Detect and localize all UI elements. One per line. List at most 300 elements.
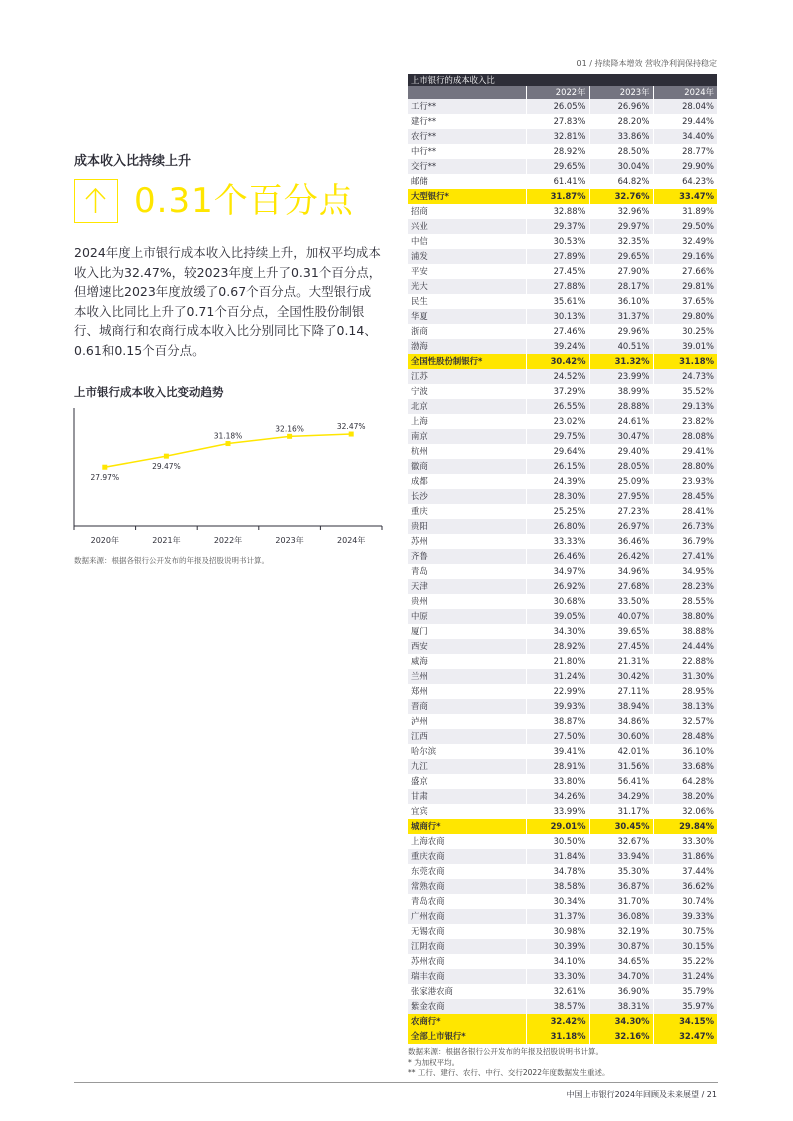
bank-name-cell: 建行**: [408, 114, 526, 129]
ratio-cell: 28.92%: [526, 639, 589, 654]
ratio-cell: 56.41%: [589, 774, 653, 789]
ratio-cell: 33.99%: [526, 804, 589, 819]
x-tick-label: 2023年: [275, 536, 304, 545]
ratio-cell: 31.70%: [589, 894, 653, 909]
ratio-cell: 31.89%: [653, 204, 717, 219]
table-row: [408, 654, 717, 669]
ratio-cell: 31.24%: [653, 969, 717, 984]
ratio-cell: 32.88%: [526, 204, 589, 219]
bank-name-cell: 中原: [408, 609, 526, 624]
table-row: [408, 759, 717, 774]
ratio-cell: 28.91%: [526, 759, 589, 774]
x-tick-label: 2024年: [337, 536, 366, 545]
ratio-cell: 30.47%: [589, 429, 653, 444]
section-title: 成本收入比持续上升: [74, 154, 192, 169]
ratio-cell: 31.37%: [589, 309, 653, 324]
ratio-cell: 27.50%: [526, 729, 589, 744]
data-point: [287, 434, 292, 439]
ratio-cell: 26.55%: [526, 399, 589, 414]
bank-name-cell: 徽商: [408, 459, 526, 474]
data-point: [102, 465, 107, 470]
bank-name-cell: 西安: [408, 639, 526, 654]
table-row: [408, 789, 717, 804]
ratio-cell: 24.39%: [526, 474, 589, 489]
ratio-cell: 40.07%: [589, 609, 653, 624]
bank-name-cell: 光大: [408, 279, 526, 294]
ratio-cell: 33.50%: [589, 594, 653, 609]
bank-name-cell: 上海: [408, 414, 526, 429]
ratio-cell: 38.58%: [526, 879, 589, 894]
ratio-cell: 29.65%: [526, 159, 589, 174]
table-row: [408, 444, 717, 459]
bank-name-cell: 宁波: [408, 384, 526, 399]
table-row: [408, 549, 717, 564]
bank-name-cell: 招商: [408, 204, 526, 219]
ratio-cell: 30.15%: [653, 939, 717, 954]
table-row: [408, 909, 717, 924]
table-row: [408, 144, 717, 159]
table-row: [408, 639, 717, 654]
table-row-aggregate: [408, 1014, 717, 1029]
ratio-cell: 30.75%: [653, 924, 717, 939]
ratio-cell: 32.67%: [589, 834, 653, 849]
bank-name-cell: 渤海: [408, 339, 526, 354]
trend-line-chart: [60, 400, 390, 550]
note-line: ** 工行、建行、农行、中行、交行2022年度数据发生重述。: [408, 1068, 610, 1077]
table-row: [408, 834, 717, 849]
table-row: [408, 879, 717, 894]
ratio-cell: 32.19%: [589, 924, 653, 939]
table-row: [408, 849, 717, 864]
bank-name-cell: 民生: [408, 294, 526, 309]
table-row: [408, 714, 717, 729]
ratio-cell: 34.86%: [589, 714, 653, 729]
ratio-cell: 35.61%: [526, 294, 589, 309]
ratio-cell: 29.75%: [526, 429, 589, 444]
ratio-cell: 29.13%: [653, 399, 717, 414]
table-row: [408, 129, 717, 144]
table-row: [408, 414, 717, 429]
ratio-cell: 38.80%: [653, 609, 717, 624]
note-line: * 为加权平均。: [408, 1057, 460, 1067]
table-row: [408, 504, 717, 519]
bank-name-cell: 北京: [408, 399, 526, 414]
table-row-aggregate: [408, 354, 717, 369]
table-row-aggregate: [408, 819, 717, 834]
bank-name-cell: 晋商: [408, 699, 526, 714]
bank-name-cell: 苏州农商: [408, 954, 526, 969]
table-row: [408, 564, 717, 579]
table-row: [408, 309, 717, 324]
ratio-cell: 33.68%: [653, 759, 717, 774]
bank-name-cell: 工行**: [408, 99, 526, 114]
x-tick-label: 2021年: [152, 536, 181, 545]
bank-name-cell: 威海: [408, 654, 526, 669]
ratio-cell: 28.55%: [653, 594, 717, 609]
bank-name-cell: 农商行*: [408, 1014, 526, 1029]
ratio-cell: 28.50%: [589, 144, 653, 159]
data-label: 27.97%: [90, 473, 120, 483]
ratio-cell: 35.22%: [653, 954, 717, 969]
ratio-cell: 32.42%: [526, 1014, 589, 1029]
ratio-cell: 64.23%: [653, 174, 717, 189]
ratio-cell: 32.96%: [589, 204, 653, 219]
table-row: [408, 234, 717, 249]
ratio-cell: 26.73%: [653, 519, 717, 534]
bank-name-cell: 大型银行*: [408, 189, 526, 204]
ratio-cell: 28.05%: [589, 459, 653, 474]
chart-source-note: 数据来源：根据各银行公开发布的年报及招股说明书计算。: [74, 556, 269, 565]
ratio-cell: 27.83%: [526, 114, 589, 129]
ratio-cell: 31.56%: [589, 759, 653, 774]
ratio-cell: 30.25%: [653, 324, 717, 339]
ratio-cell: 28.04%: [653, 99, 717, 114]
ratio-cell: 29.16%: [653, 249, 717, 264]
ratio-cell: 29.64%: [526, 444, 589, 459]
ratio-cell: 30.60%: [589, 729, 653, 744]
table-row: [408, 699, 717, 714]
ratio-cell: 27.89%: [526, 249, 589, 264]
ratio-cell: 33.80%: [526, 774, 589, 789]
ratio-cell: 24.61%: [589, 414, 653, 429]
table-row: [408, 624, 717, 639]
table-row: [408, 609, 717, 624]
ratio-cell: 39.01%: [653, 339, 717, 354]
bank-name-cell: 厦门: [408, 624, 526, 639]
ratio-cell: 34.96%: [589, 564, 653, 579]
bank-name-cell: 江西: [408, 729, 526, 744]
ratio-cell: 26.97%: [589, 519, 653, 534]
ratio-cell: 28.77%: [653, 144, 717, 159]
ratio-cell: 27.45%: [526, 264, 589, 279]
table-row: [408, 204, 717, 219]
ratio-cell: 29.96%: [589, 324, 653, 339]
ratio-cell: 21.80%: [526, 654, 589, 669]
ratio-cell: 33.86%: [589, 129, 653, 144]
bank-name-cell: 宜宾: [408, 804, 526, 819]
ratio-cell: 27.41%: [653, 549, 717, 564]
bank-name-cell: 平安: [408, 264, 526, 279]
ratio-cell: 38.87%: [526, 714, 589, 729]
table-row: [408, 954, 717, 969]
x-tick-label: 2022年: [213, 536, 243, 545]
ratio-cell: 32.47%: [653, 1029, 717, 1044]
table-row: [408, 579, 717, 594]
ratio-cell: 24.52%: [526, 369, 589, 384]
ratio-cell: 36.10%: [589, 294, 653, 309]
ratio-cell: 39.93%: [526, 699, 589, 714]
table-row: [408, 324, 717, 339]
bank-name-cell: 青岛: [408, 564, 526, 579]
bank-name-cell: 重庆: [408, 504, 526, 519]
ratio-cell: 38.57%: [526, 999, 589, 1014]
table-row: [408, 984, 717, 999]
ratio-cell: 27.23%: [589, 504, 653, 519]
ratio-cell: 36.62%: [653, 879, 717, 894]
ratio-cell: 40.51%: [589, 339, 653, 354]
ratio-cell: 38.94%: [589, 699, 653, 714]
data-label: 32.16%: [275, 424, 304, 434]
ratio-cell: 35.30%: [589, 864, 653, 879]
bank-name-cell: 农行**: [408, 129, 526, 144]
ratio-cell: 37.29%: [526, 384, 589, 399]
bank-name-cell: 常熟农商: [408, 879, 526, 894]
bank-name-cell: 浙商: [408, 324, 526, 339]
ratio-cell: 32.76%: [589, 189, 653, 204]
ratio-cell: 28.88%: [589, 399, 653, 414]
table-body: [408, 99, 717, 1044]
bank-name-cell: 全部上市银行*: [408, 1029, 526, 1044]
ratio-cell: 27.66%: [653, 264, 717, 279]
ratio-cell: 28.23%: [653, 579, 717, 594]
ratio-cell: 38.31%: [589, 999, 653, 1014]
bank-name-cell: 九江: [408, 759, 526, 774]
bank-name-cell: 中信: [408, 234, 526, 249]
bank-name-cell: 兰州: [408, 669, 526, 684]
table-row: [408, 924, 717, 939]
ratio-cell: 31.17%: [589, 804, 653, 819]
ratio-cell: 30.74%: [653, 894, 717, 909]
ratio-cell: 29.81%: [653, 279, 717, 294]
bank-name-cell: 兴业: [408, 219, 526, 234]
table-row: [408, 459, 717, 474]
footer-divider: [74, 1082, 718, 1083]
bank-name-cell: 苏州: [408, 534, 526, 549]
ratio-cell: 31.18%: [653, 354, 717, 369]
table-row: [408, 774, 717, 789]
table-row: [408, 369, 717, 384]
ratio-cell: 34.78%: [526, 864, 589, 879]
table-row: [408, 474, 717, 489]
ratio-cell: 38.13%: [653, 699, 717, 714]
ratio-cell: 34.26%: [526, 789, 589, 804]
table-row: [408, 489, 717, 504]
ratio-cell: 27.11%: [589, 684, 653, 699]
bank-name-cell: 贵阳: [408, 519, 526, 534]
bank-name-cell: 南京: [408, 429, 526, 444]
ratio-cell: 30.42%: [526, 354, 589, 369]
column-header: [408, 86, 526, 99]
bank-name-cell: 城商行*: [408, 819, 526, 834]
body-paragraph: 2024年度上市银行成本收入比持续上升，加权平均成本收入比为32.47%，较2023年度上升了0.31个百分点，但增速比2023年度放缓了0.67个百分点。大型银行成本收入比同比上升了0.71个百分点，全国性股份制银行、城商行和农商行成本收入比分别同比下降了0.14、0.61和0.15个百分点。: [74, 245, 382, 358]
ratio-cell: 26.15%: [526, 459, 589, 474]
ratio-cell: 31.84%: [526, 849, 589, 864]
ratio-cell: 29.90%: [653, 159, 717, 174]
ratio-cell: 23.02%: [526, 414, 589, 429]
ratio-cell: 38.99%: [589, 384, 653, 399]
ratio-cell: 39.05%: [526, 609, 589, 624]
ratio-cell: 32.16%: [589, 1029, 653, 1044]
ratio-cell: 30.50%: [526, 834, 589, 849]
headline-stat: 0.31个百分点: [134, 181, 354, 221]
data-label: 31.18%: [213, 431, 243, 441]
ratio-cell: 28.80%: [653, 459, 717, 474]
ratio-cell: 30.87%: [589, 939, 653, 954]
table-row: [408, 114, 717, 129]
ratio-cell: 29.37%: [526, 219, 589, 234]
bank-name-cell: 张家港农商: [408, 984, 526, 999]
table-row: [408, 279, 717, 294]
ratio-cell: 30.68%: [526, 594, 589, 609]
ratio-cell: 28.08%: [653, 429, 717, 444]
ratio-cell: 33.30%: [653, 834, 717, 849]
table-row: [408, 684, 717, 699]
bank-name-cell: 杭州: [408, 444, 526, 459]
table-row: [408, 264, 717, 279]
ratio-cell: 32.81%: [526, 129, 589, 144]
table-row-aggregate: [408, 1029, 717, 1044]
ratio-cell: 28.48%: [653, 729, 717, 744]
bank-name-cell: 华夏: [408, 309, 526, 324]
bank-name-cell: 东莞农商: [408, 864, 526, 879]
ratio-cell: 31.24%: [526, 669, 589, 684]
ratio-cell: 34.40%: [653, 129, 717, 144]
ratio-cell: 22.88%: [653, 654, 717, 669]
ratio-cell: 26.42%: [589, 549, 653, 564]
ratio-cell: 27.88%: [526, 279, 589, 294]
bank-name-cell: 浦发: [408, 249, 526, 264]
table-row: [408, 339, 717, 354]
ratio-cell: 34.30%: [526, 624, 589, 639]
ratio-cell: 24.44%: [653, 639, 717, 654]
bank-name-cell: 齐鲁: [408, 549, 526, 564]
ratio-cell: 29.44%: [653, 114, 717, 129]
table-row: [408, 894, 717, 909]
ratio-cell: 37.65%: [653, 294, 717, 309]
table-row: [408, 294, 717, 309]
ratio-cell: 30.13%: [526, 309, 589, 324]
data-point: [349, 432, 354, 437]
ratio-cell: 21.31%: [589, 654, 653, 669]
table-row: [408, 174, 717, 189]
ratio-cell: 30.39%: [526, 939, 589, 954]
ratio-cell: 31.30%: [653, 669, 717, 684]
ratio-cell: 33.30%: [526, 969, 589, 984]
data-label: 32.47%: [336, 422, 366, 432]
up-arrow-svg: [75, 180, 116, 221]
ratio-cell: 32.49%: [653, 234, 717, 249]
ratio-cell: 28.17%: [589, 279, 653, 294]
table-row: [408, 159, 717, 174]
ratio-cell: 36.90%: [589, 984, 653, 999]
ratio-cell: 38.20%: [653, 789, 717, 804]
table-row: [408, 429, 717, 444]
note-line: 数据来源：根据各银行公开发布的年报及招股说明书计算。: [408, 1047, 603, 1056]
ratio-cell: 25.09%: [589, 474, 653, 489]
ratio-cell: 34.97%: [526, 564, 589, 579]
bank-name-cell: 郑州: [408, 684, 526, 699]
table-row: [408, 534, 717, 549]
ratio-cell: 30.45%: [589, 819, 653, 834]
ratio-cell: 36.46%: [589, 534, 653, 549]
ratio-cell: 28.45%: [653, 489, 717, 504]
bank-name-cell: 泸州: [408, 714, 526, 729]
ratio-cell: 26.46%: [526, 549, 589, 564]
ratio-cell: 28.95%: [653, 684, 717, 699]
ratio-cell: 26.80%: [526, 519, 589, 534]
page-header: 01 / 持续降本增效 营收净利润保持稳定: [576, 59, 717, 68]
ratio-cell: 38.88%: [653, 624, 717, 639]
ratio-cell: 36.10%: [653, 744, 717, 759]
ratio-cell: 33.47%: [653, 189, 717, 204]
ratio-cell: 35.79%: [653, 984, 717, 999]
bank-name-cell: 邮储: [408, 174, 526, 189]
up-arrow-icon: [74, 179, 118, 223]
ratio-cell: 23.93%: [653, 474, 717, 489]
ratio-cell: 28.20%: [589, 114, 653, 129]
bank-name-cell: 上海农商: [408, 834, 526, 849]
ratio-cell: 36.87%: [589, 879, 653, 894]
ratio-cell: 31.87%: [526, 189, 589, 204]
ratio-cell: 29.97%: [589, 219, 653, 234]
ratio-cell: 29.65%: [589, 249, 653, 264]
ratio-cell: 30.53%: [526, 234, 589, 249]
table-row: [408, 969, 717, 984]
ratio-cell: 26.05%: [526, 99, 589, 114]
bank-name-cell: 哈尔滨: [408, 744, 526, 759]
table-row-aggregate: [408, 189, 717, 204]
ratio-cell: 30.34%: [526, 894, 589, 909]
ratio-cell: 34.70%: [589, 969, 653, 984]
data-label: 29.47%: [152, 462, 181, 472]
bank-name-cell: 贵州: [408, 594, 526, 609]
ratio-cell: 39.33%: [653, 909, 717, 924]
column-header: 2024年: [653, 86, 717, 99]
ratio-cell: 29.80%: [653, 309, 717, 324]
ratio-cell: 34.29%: [589, 789, 653, 804]
ratio-cell: 61.41%: [526, 174, 589, 189]
table-notes: [408, 1047, 609, 1079]
bank-name-cell: 无锡农商: [408, 924, 526, 939]
bank-name-cell: 青岛农商: [408, 894, 526, 909]
ratio-cell: 22.99%: [526, 684, 589, 699]
ratio-cell: 36.79%: [653, 534, 717, 549]
chart-title: 上市银行成本收入比变动趋势: [74, 385, 224, 399]
ratio-cell: 34.15%: [653, 1014, 717, 1029]
cost-income-table: [408, 74, 717, 1044]
table-row: [408, 669, 717, 684]
ratio-cell: 31.18%: [526, 1029, 589, 1044]
bank-name-cell: 天津: [408, 579, 526, 594]
bank-name-cell: 瑞丰农商: [408, 969, 526, 984]
ratio-cell: 24.73%: [653, 369, 717, 384]
table-row: [408, 729, 717, 744]
bank-name-cell: 长沙: [408, 489, 526, 504]
ratio-cell: 27.95%: [589, 489, 653, 504]
ratio-cell: 28.30%: [526, 489, 589, 504]
ratio-cell: 27.45%: [589, 639, 653, 654]
table-row: [408, 939, 717, 954]
ratio-cell: 64.28%: [653, 774, 717, 789]
ratio-cell: 31.37%: [526, 909, 589, 924]
ratio-cell: 29.01%: [526, 819, 589, 834]
ratio-cell: 34.30%: [589, 1014, 653, 1029]
bank-name-cell: 交行**: [408, 159, 526, 174]
ratio-cell: 27.68%: [589, 579, 653, 594]
ratio-cell: 29.40%: [589, 444, 653, 459]
ratio-cell: 35.97%: [653, 999, 717, 1014]
ratio-cell: 28.92%: [526, 144, 589, 159]
column-header: 2023年: [589, 86, 653, 99]
page-footer: 中国上市银行2024年回顾及未来展望 / 21: [566, 1090, 717, 1099]
data-point: [164, 454, 169, 459]
table-caption: 上市银行的成本收入比: [408, 74, 717, 86]
table-row: [408, 399, 717, 414]
ratio-cell: 30.42%: [589, 669, 653, 684]
data-point: [226, 441, 231, 446]
ratio-cell: 29.84%: [653, 819, 717, 834]
ratio-cell: 34.65%: [589, 954, 653, 969]
